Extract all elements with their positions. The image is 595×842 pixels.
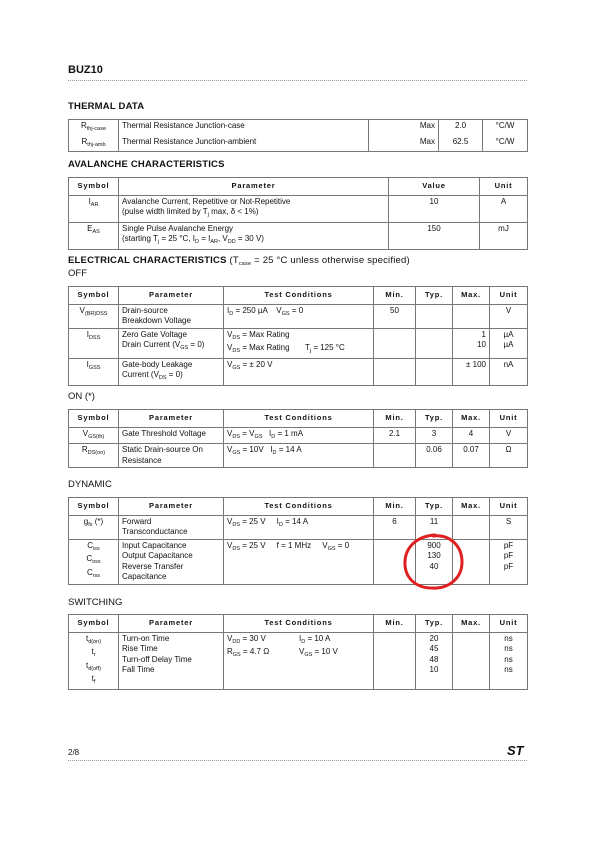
column-header: Parameter [119, 615, 224, 633]
max-cell [453, 304, 490, 328]
parameter-cell: Turn-on Time Rise Time Turn-off Delay Time Fall Time [119, 632, 224, 689]
unit-cell: nA [490, 358, 528, 385]
min-cell: 50 [374, 304, 416, 328]
column-header: Test Conditions [224, 410, 374, 428]
thermal-title: THERMAL DATA [68, 101, 145, 112]
parameter-cell: Input Capacitance Output Capacitance Reverse Transfer Capacitance [119, 539, 224, 584]
unit-cell: V [490, 304, 528, 328]
parameter-line: (pulse width limited by $T_j$ max, δ < 1%) [122, 207, 259, 218]
column-header: Max. [453, 498, 490, 516]
table-row [69, 328, 528, 358]
column-header: Value [389, 178, 480, 196]
condition-cell: $V_{DD} = 30$ V $I_D = 10$ A $R_{GS} = 4.7$ Ω $V_{GS} = 10$ V [224, 632, 374, 689]
unit-cell: °C/W [483, 120, 528, 136]
avalanche-title: AVALANCHE CHARACTERISTICS [68, 159, 225, 170]
table-header-row [69, 178, 528, 196]
min-cell [374, 444, 416, 468]
column-header: Max. [453, 287, 490, 305]
column-header: Test Conditions [224, 615, 374, 633]
column-header: Unit [490, 498, 528, 516]
footer-rule [68, 760, 527, 761]
unit-cell: ns ns ns ns [490, 632, 528, 689]
condition-cell: $V_{GS}$ = ± 20 V [224, 358, 374, 385]
symbol-cell: $E_{AS}$ [69, 222, 119, 249]
symbol-cell: $R_{thj-amb}$ [69, 136, 119, 152]
column-header: Parameter [119, 498, 224, 516]
min-cell [374, 328, 416, 358]
table-row [69, 120, 528, 136]
min-cell: 6 [374, 515, 416, 539]
column-header: Min. [374, 410, 416, 428]
table-row [69, 427, 528, 444]
column-header: Typ. [416, 498, 453, 516]
symbol-cell: $I_{AR}$ [69, 195, 119, 222]
unit-cell: Ω [490, 444, 528, 468]
unit-cell: pF pF pF [490, 539, 528, 584]
table-header-row [69, 498, 528, 516]
column-header: Min. [374, 615, 416, 633]
typ-cell: 0.06 [416, 444, 453, 468]
table-row [69, 304, 528, 328]
dynamic-title: DYNAMIC [68, 479, 112, 490]
switching-table [68, 614, 528, 690]
condition-cell: $V_{GS} = 10V$ $I_D = 14$ A [224, 444, 374, 468]
typ-cell [416, 304, 453, 328]
column-header: Test Conditions [224, 287, 374, 305]
symbol-cell: $I_{GSS}$ [69, 358, 119, 385]
column-header: Symbol [69, 498, 119, 516]
parameter-cell: Forward Transconductance [119, 515, 224, 539]
table-row [69, 136, 528, 152]
symbol-cell: $t_{d(on)}$ $t_r$ $t_{d(off)}$ $t_f$ [69, 632, 119, 689]
unit-cell: A [480, 195, 528, 222]
limit-cell: Max [369, 120, 439, 136]
column-header: Symbol [69, 287, 119, 305]
symbol-cell: $R_{DS(on)}$ [69, 444, 119, 468]
parameter-cell [119, 195, 389, 222]
parameter-line: Avalanche Current, Repetitive or Not-Repetitive [122, 196, 291, 206]
unit-cell: S [490, 515, 528, 539]
column-header: Typ. [416, 287, 453, 305]
column-header: Unit [490, 410, 528, 428]
markup-circle [400, 532, 466, 592]
max-cell: 0.07 [453, 444, 490, 468]
parameter-cell: Static Drain-source On Resistance [119, 444, 224, 468]
value-cell: 62.5 [439, 136, 483, 152]
header-rule [68, 80, 527, 81]
typ-cell: 11 [416, 515, 453, 539]
column-header: Min. [374, 287, 416, 305]
st-logo-icon [506, 743, 528, 757]
column-header: Max. [453, 615, 490, 633]
value-cell: 2.0 [439, 120, 483, 136]
typ-cell: 20 45 48 10 [416, 632, 453, 689]
electrical-title: ELECTRICAL CHARACTERISTICS ($T_{case} = 25$ °C unless otherwise specified) [68, 255, 410, 267]
document-title: BUZ10 [68, 64, 103, 76]
parameter-cell [119, 222, 389, 249]
symbol-cell: $R_{thj-case}$ [69, 120, 119, 136]
parameter-cell: Thermal Resistance Junction-ambient [119, 136, 369, 152]
parameter-cell: Zero Gate Voltage Drain Current $(V_{GS} = 0)$ [119, 328, 224, 358]
parameter-cell: Gate Threshold Voltage [119, 427, 224, 444]
table-header-row [69, 287, 528, 305]
column-header: Test Conditions [224, 498, 374, 516]
column-header: Typ. [416, 615, 453, 633]
condition-cell: $I_D = 250$ µA $V_{GS} = 0$ [224, 304, 374, 328]
column-header: Unit [480, 178, 528, 196]
on-table [68, 409, 528, 468]
max-cell: 4 [453, 427, 490, 444]
parameter-line: Single Pulse Avalanche Energy [122, 223, 234, 233]
min-cell: 2.1 [374, 427, 416, 444]
column-header: Max. [453, 410, 490, 428]
symbol-cell: $I_{DSS}$ [69, 328, 119, 358]
on-title: ON (*) [68, 391, 95, 402]
typ-cell: 3 [416, 427, 453, 444]
parameter-cell: Drain-source Breakdown Voltage [119, 304, 224, 328]
table-row [69, 444, 528, 468]
min-cell [374, 358, 416, 385]
column-header: Parameter [119, 287, 224, 305]
column-header: Min. [374, 498, 416, 516]
column-header: Symbol [69, 410, 119, 428]
table-row [69, 358, 528, 385]
max-cell: ± 100 [453, 358, 490, 385]
column-header: Parameter [119, 410, 224, 428]
max-cell: 1 10 [453, 328, 490, 358]
table-row [69, 222, 528, 249]
symbol-cell: $V_{GS(th)}$ [69, 427, 119, 444]
avalanche-table [68, 177, 528, 250]
condition-cell: $V_{DS}$ = Max Rating $V_{DS}$ = Max Rating $T_j = 125$ °C [224, 328, 374, 358]
typ-cell: 900 130 40 [416, 539, 453, 584]
condition-cell: $V_{DS} = V_{GS}$ $I_D = 1$ mA [224, 427, 374, 444]
unit-cell: V [490, 427, 528, 444]
table-row [69, 632, 528, 689]
value-cell: 150 [389, 222, 480, 249]
parameter-line: (starting $T_j = 25$ °C, $I_D = I_{AR}$, $V_{DD} = 30$ V) [122, 234, 264, 245]
off-table [68, 286, 528, 386]
unit-cell: µA µA [490, 328, 528, 358]
off-title: OFF [68, 268, 87, 279]
parameter-cell: Thermal Resistance Junction-case [119, 120, 369, 136]
symbol-cell: $g_{fs}$ (*) [69, 515, 119, 539]
table-header-row [69, 615, 528, 633]
column-header: Parameter [119, 178, 389, 196]
symbol-cell: $C_{iss}$ $C_{oss}$ $C_{rss}$ [69, 539, 119, 584]
limit-cell: Max [369, 136, 439, 152]
max-cell [453, 632, 490, 689]
min-cell [374, 632, 416, 689]
column-header: Unit [490, 287, 528, 305]
svg-text:ST: ST [507, 743, 524, 757]
thermal-table [68, 119, 528, 152]
page-number: 2/8 [68, 748, 80, 757]
condition-cell: $V_{DS} = 25$ V f = 1 MHz $V_{GS} = 0$ [224, 539, 374, 584]
unit-cell: °C/W [483, 136, 528, 152]
value-cell: 10 [389, 195, 480, 222]
table-header-row [69, 410, 528, 428]
unit-cell: mJ [480, 222, 528, 249]
symbol-cell: $V_{(BR)DSS}$ [69, 304, 119, 328]
typ-cell [416, 358, 453, 385]
condition-cell: $V_{DS} = 25$ V $I_D = 14$ A [224, 515, 374, 539]
column-header: Symbol [69, 615, 119, 633]
parameter-cell: Gate-body Leakage Current $(V_{DS} = 0)$ [119, 358, 224, 385]
table-row [69, 195, 528, 222]
column-header: Typ. [416, 410, 453, 428]
switching-title: SWITCHING [68, 597, 123, 608]
typ-cell [416, 328, 453, 358]
column-header: Symbol [69, 178, 119, 196]
column-header: Unit [490, 615, 528, 633]
